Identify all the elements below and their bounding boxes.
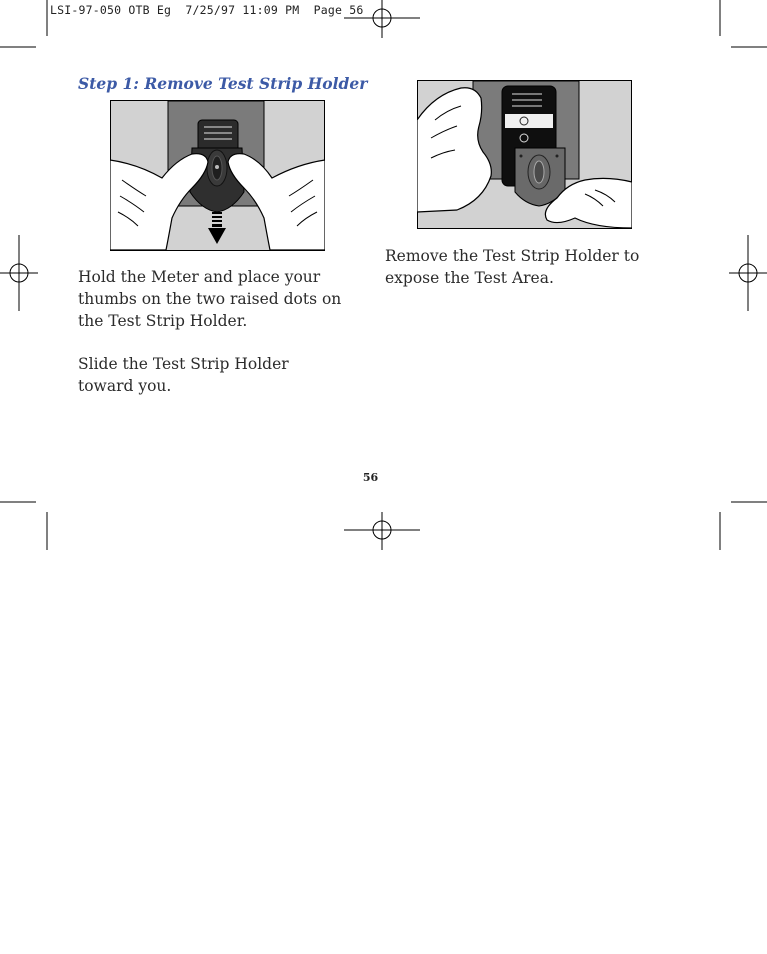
illustration-slide-holder (110, 100, 325, 251)
printer-slug-line: LSI-97-050 OTB Eg 7/25/97 11:09 PM Page 56 (50, 3, 364, 17)
step-title: Step 1: Remove Test Strip Holder (78, 74, 368, 93)
page-number: 56 (362, 471, 379, 484)
instruction-hold-meter: Hold the Meter and place your thumbs on the two raised dots on the Test Strip Holder. (78, 268, 342, 330)
instruction-remove-holder: Remove the Test Strip Holder to expose the Test Area. (385, 247, 640, 287)
instruction-slide-holder: Slide the Test Strip Holder toward you. (78, 355, 289, 395)
illustration-remove-holder (417, 80, 632, 229)
